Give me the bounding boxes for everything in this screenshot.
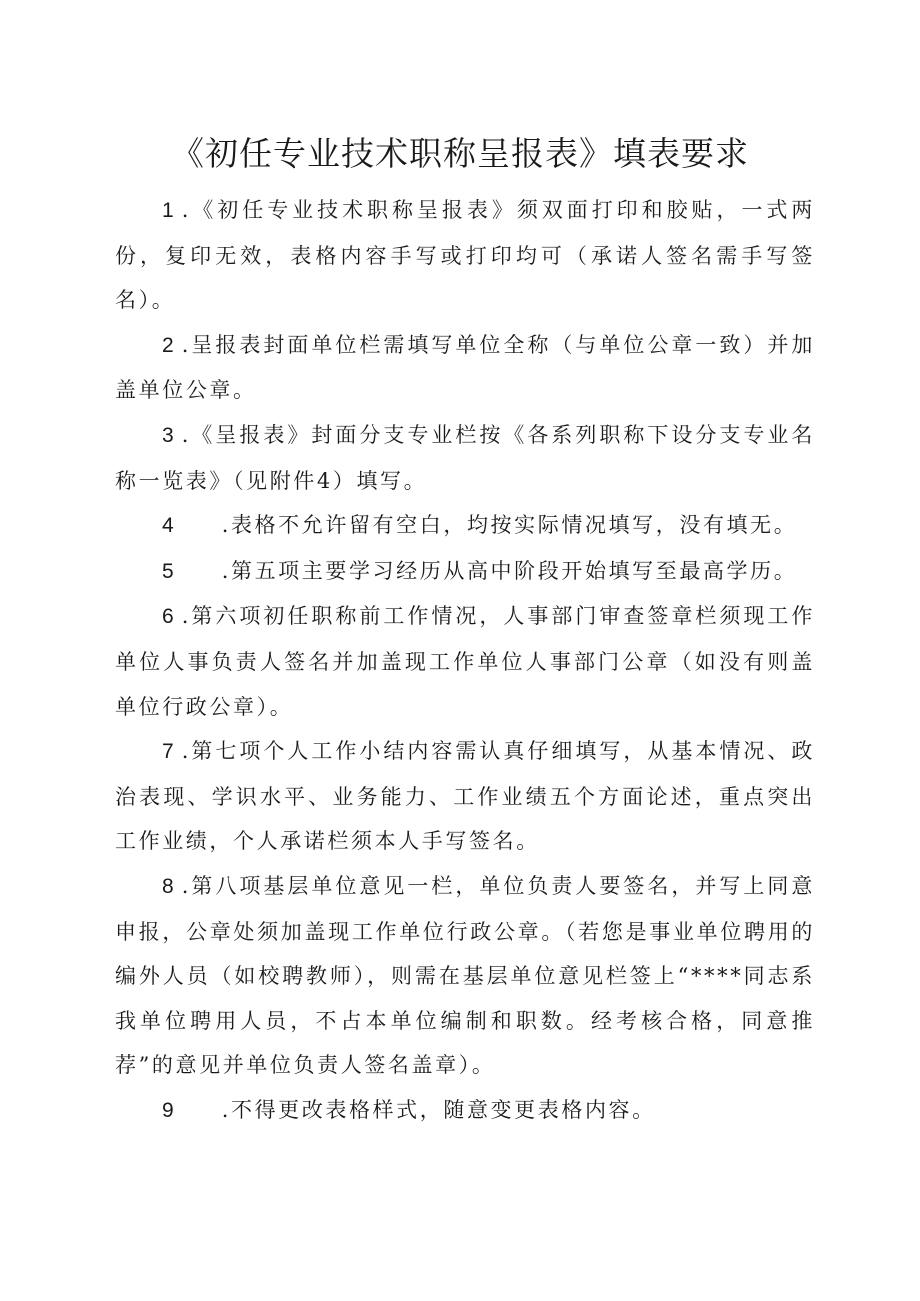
item-text: .第八项基层单位意见一栏，单位负责人要签名，并写上同意申报，公章处须加盖现工作单位行政公章。（若您是事业单位聘用的编外人员（如校聘教师），则需在基层单位意见栏签上“****同志系我单位聘用人员，不占本单位编制和职数。经考核合格，同意推荐”的意见并单位负责人签名盖章）。: [115, 873, 815, 1078]
item-text: .不得更改表格样式，随意变更表格内容。: [221, 1097, 656, 1122]
item-number: 8: [162, 874, 174, 898]
item-text: .第五项主要学习经历从高中阶段开始填写至最高学历。: [221, 558, 798, 583]
item-text: .表格不允许留有空白，均按实际情况填写，没有填无。: [221, 513, 798, 538]
item-number: 7: [162, 740, 174, 764]
requirements-list: [115, 188, 815, 1133]
list-item: [115, 503, 815, 549]
item-number: 1: [162, 199, 174, 222]
item-text: .《初任专业技术职称呈报表》须双面打印和胶贴，一式两份，复印无效，表格内容手写或打印均可（承诺人签名需手写签名）。: [115, 198, 815, 313]
item-number: 6: [162, 605, 174, 629]
item-number: 4: [162, 514, 174, 538]
item-text: .呈报表封面单位栏需填写单位全称（与单位公章一致）并加盖单位公章。: [115, 332, 815, 403]
item-number: 2: [162, 333, 174, 357]
list-item: [115, 188, 815, 323]
item-text: .第六项初任职称前工作情况，人事部门审查签章栏须现工作单位人事负责人签名并加盖现工作单位人事部门公章（如没有则盖单位行政公章）。: [115, 604, 815, 719]
list-item: [115, 594, 815, 729]
document-title: 《初任专业技术职称呈报表》填表要求: [171, 134, 749, 173]
list-item: [115, 729, 815, 864]
item-number: 3: [162, 423, 174, 447]
list-item: [115, 864, 815, 1088]
list-item: [115, 323, 815, 413]
list-item: [115, 413, 815, 503]
list-item: [115, 549, 815, 595]
item-text: .《呈报表》封面分支专业栏按《各系列职称下设分支专业名称一览表》（见附件4）填写。: [115, 422, 815, 493]
item-number: 9: [162, 1098, 174, 1122]
list-item: [115, 1088, 815, 1134]
item-number: 5: [162, 559, 174, 583]
item-text: .第七项个人工作小结内容需认真仔细填写，从基本情况、政治表现、学识水平、业务能力、工作业绩五个方面论述，重点突出工作业绩，个人承诺栏须本人手写签名。: [115, 739, 815, 854]
